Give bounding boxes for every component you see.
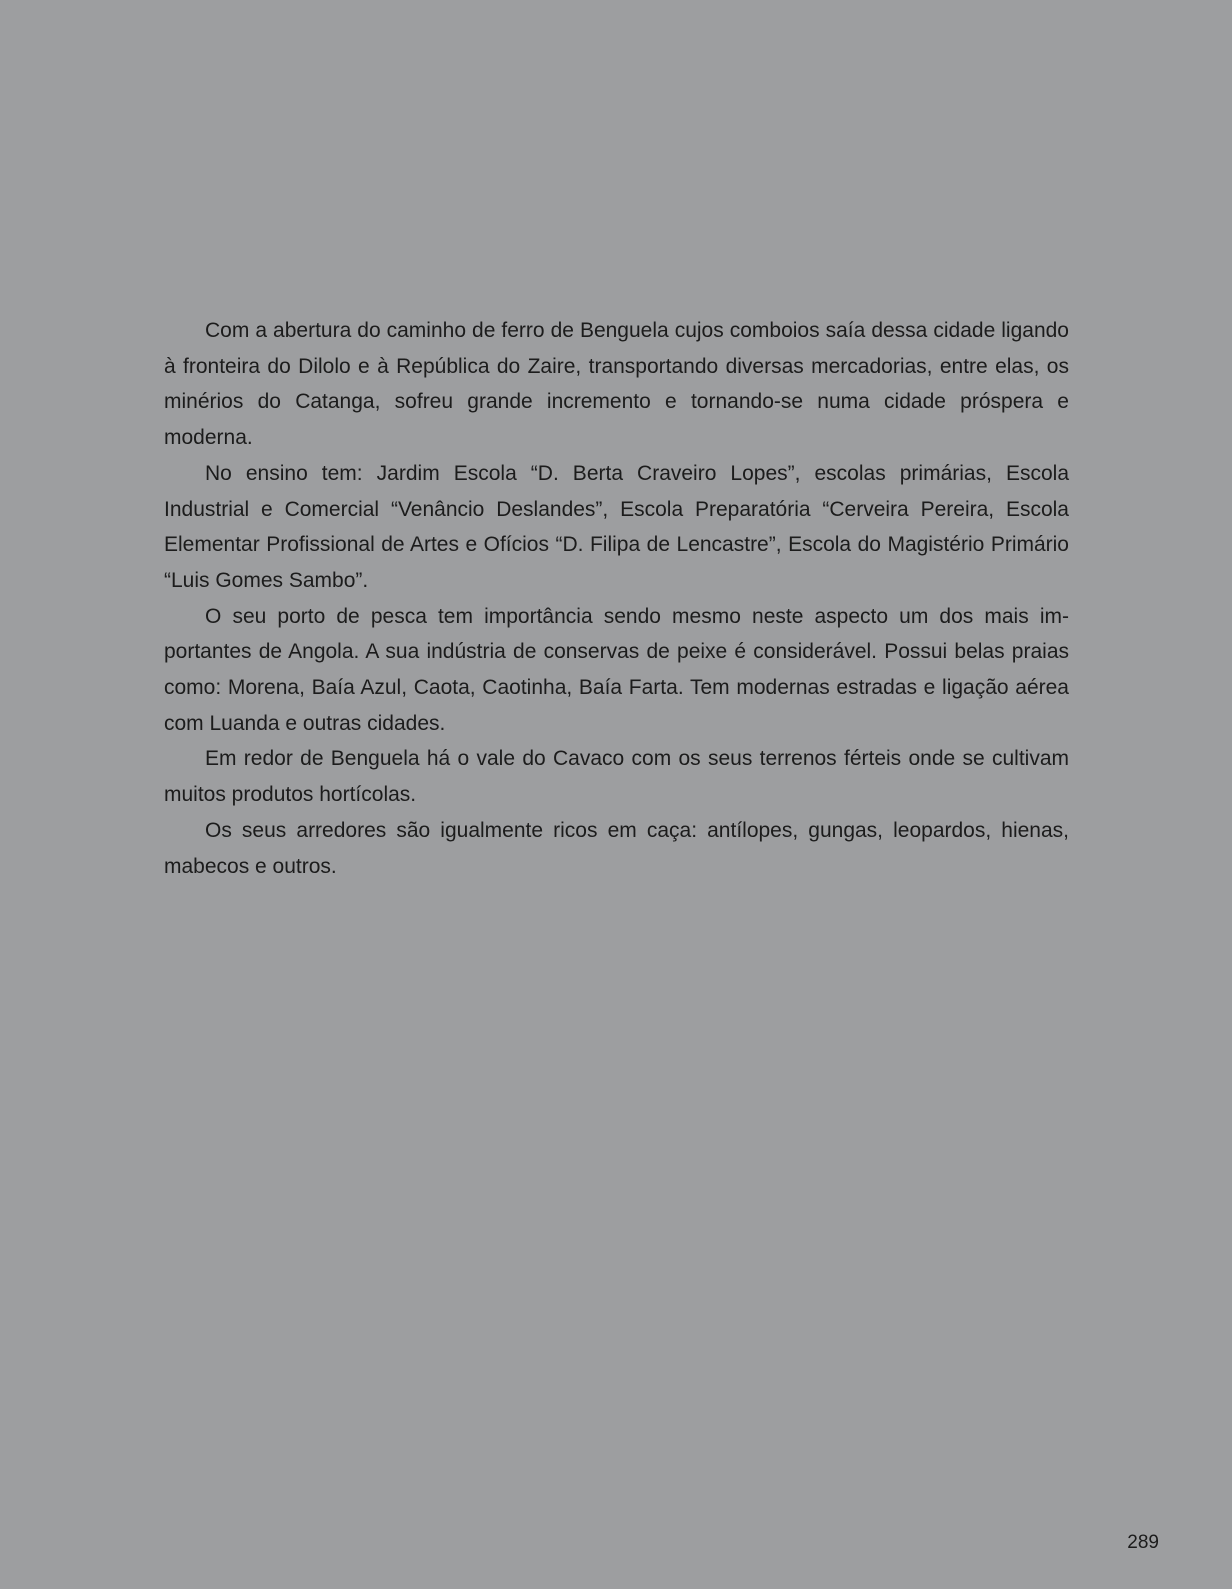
- paragraph-cavaco-valley: Em redor de Benguela há o vale do Cavaco com os seus terrenos férteis onde se cultivam muitos produtos hortícolas.: [164, 747, 1069, 807]
- paragraph-fishing-port: O seu porto de pesca tem importância sendo mesmo neste aspecto um dos mais importantes de Angola. A sua indústria de conservas de peixe é considerável. Possui belas praias como: Morena, Baía Azul, Caota, Caotinha, Baía Farta. Tem modernas estradas e ligação aérea com Luanda e outras cidades.: [164, 604, 1069, 735]
- page-number: 289: [1127, 1532, 1159, 1553]
- paragraph-wildlife: Os seus arredores são igualmente ricos em caça: antílopes, gungas, leopardos, hienas, mabecos e outros.: [164, 818, 1069, 878]
- paragraph-education: No ensino tem: Jardim Escola “D. Berta Craveiro Lopes”, escolas primárias, Escola Industrial e Comercial “Venâncio Deslandes”, Escola Preparatória “Cerveira Pereira, Escola Elementar Profissional de Artes e Ofícios “D. Filipa de Lencastre”, Escola do Magistério Primário “Luis Gomes Sambo”.: [164, 461, 1069, 592]
- paragraph-railway: Com a abertura do caminho de ferro de Benguela cujos comboios saía dessa cidade ligando à fronteira do Dilolo e à República do Zaire, transportando diversas mercadorias, entre elas, os minérios do Catanga, sofreu grande incremento e tornando-se numa cidade próspera e moderna.: [164, 319, 1069, 450]
- body-text: [164, 313, 1069, 884]
